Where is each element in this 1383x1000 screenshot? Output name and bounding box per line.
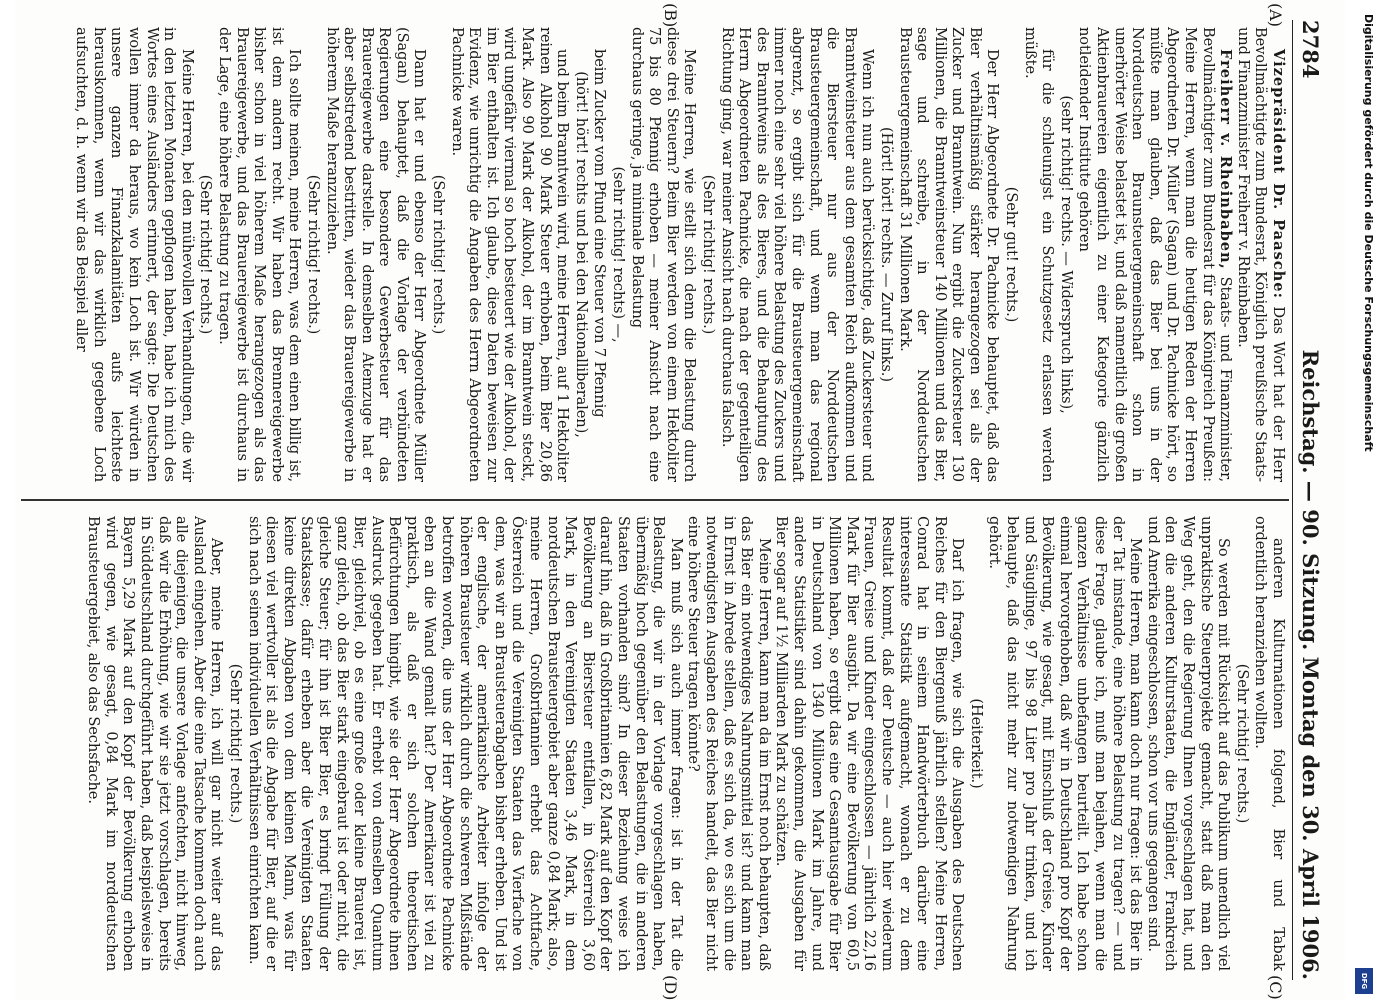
interjection: (Sehr richtig! rechts.)	[1233, 663, 1251, 824]
speaker-name: Freiherr v. Rheinbaben,	[1217, 49, 1235, 270]
newspaper-page	[15, 0, 1345, 1000]
paragraph: Wenn ich nun auch berücksichtige, daß Zuckersteuer und Branntweinsteuer aus dem gesamten Reich aufkommen und die Biersteuer nur aus der Norddeutschen Brausteuergemeinschaft, und wenn man das regional abgrenzt, so ergibt sich für die Brausteuergemeinschaft immer noch eine sehr viel höhere Belastung des Zuckers und des Branntweins als des Bieres, und die Behauptung des Herrn Abgeordneten Pachnicke, die nach der gegenteiligen Richtung ging, war meiner Ansicht nach durchaus falsch.	[718, 27, 877, 482]
paragraph: anderen Kulturnationen folgend, Bier und Tabak ordentlich heranziehen wollten.	[1252, 516, 1287, 971]
margin-marker-a: (A)	[1266, 3, 1285, 28]
interjection: (Sehr richtig! rechts.)	[226, 663, 244, 824]
paragraph: Meine Herren, kann man da im Ernst noch behaupten, daß das Bier ein notwendiges Nahrungsmittel ist? und kann man in Ernst in Abrede stellen, daß es sich da, wo es sich um die notwendigsten Ausgaben des Reiches handelt, das Bier nicht eine höhere Steuer tragen könnte?	[685, 516, 773, 971]
interjection: (Sehr richtig! rechts.)	[197, 174, 215, 335]
paragraph: Meine Herren, wie stellt sich denn die Belastung durch diese drei Steuern? Beim Bier werden von einem Hektoliter 75 bis 80 Pfennig erhoben — meiner Ansicht nach eine durchaus geringe, ja minimale Belastung	[628, 27, 699, 482]
dfg-logo	[1355, 968, 1373, 994]
paragraph: beim Zucker vom Pfund eine Steuer von 7 Pfennig	[591, 49, 609, 418]
speech-paragraph	[1076, 27, 1234, 482]
text-column-right	[21, 516, 1287, 971]
interjection: (Hört! hört! rechts. — Zuruf links.)	[877, 127, 895, 382]
page-header	[1292, 20, 1327, 980]
margin-marker-b: (B)	[661, 3, 680, 28]
interjection: (Sehr richtig! rechts.)	[700, 174, 717, 335]
interjection: (Sehr richtig! rechts.)	[430, 174, 448, 335]
interjection: (Heiterkeit.)	[967, 698, 985, 789]
margin-marker-d: (D)	[661, 975, 680, 1000]
dfg-logo-text: DFG	[1360, 972, 1368, 990]
paragraph: Darf ich fragen, wie sich die Ausgaben des Deutschen Reiches für den Biergenuß jährlich stellen? Meine Herren, Conrad hat in seinem Handwörterbuch darüber eine interessante Statistik aufgemacht, wonach er zu dem Resultat kommt, daß der Deutsche — auch hier wiederum Frauen, Greise und Kinder eingeschlossen — jährlich 22,16 Mark für Bier ausgibt. Da wir eine Bevölkerung von 60,5 Millionen haben, so ergibt das eine Gesamtausgabe für Bier in Deutschland von 1340 Millionen Mark im Jahre, und andere Statistiker sind dahin gekommen, die Ausgaben für Bier sogar auf 1½ Milliarden Mark zu schätzen.	[773, 516, 967, 971]
paragraph: für die schleunigst ein Schutzgesetz erlassen werden müßte.	[1021, 27, 1057, 482]
paragraph: und beim Branntwein wird, meine Herren, auf 1 Hektoliter reinen Alkohol 90 Mark Steuer erhoben, beim Bier 20,86 Mark. Also 90 Mark der Alkohol, der im Branntwein steckt, wird ungefähr viermal so hoch besteuert wie der Alkohol, der im Bier enthalten ist. Ich glaube, diese Daten beweisen zur Evidenz, wie unrichtig die Angaben des Herrn Abgeordneten Pachnicke waren.	[448, 27, 572, 482]
paragraph: Ich sollte meinen, meine Herren, was dem einen billig ist, ist dem andern recht. Wir haben das Brennereigewerbe bisher schon in viel höherem Maße herangezogen als das Brauereigewerbe, und das Brauereigewerbe ist durchaus in der Lage, eine höhere Belastung zu tragen.	[215, 27, 304, 482]
paragraph: Man muß sich auch immer fragen: ist in der Tat die Belastung, die wir in der Vorlage vorgeschlagen haben, übermäßig hoch gegenüber den Belastungen, die in anderen Staaten vorhanden sind? In dieser Beziehung weise ich darauf hin, daß in Großbritannien 6,82 Mark auf den Kopf der Bevölkerung an Biersteuer entfallen, in Österreich 3,60 Mark, in den Vereinigten Staaten 3,46 Mark, in dem norddeutschen Brausteuergebiet aber ganze 0,84 Mark; also, meine Herren, Großbritannien erhebt das Achtfache, Österreich und die Vereinigten Staaten das Vierfache von dem, was wir an Brausteuerabgaben bisher erheben. Und ist der englische, der amerikanische Arbeiter infolge der höheren Brausteuer wirklich durch die schweren Mißstände betroffen worden, die uns der Herr Abgeordnete Pachnicke eben an die Wand gemalt hat? Der Amerikaner ist viel zu praktisch, als daß er sich solchen theoretischen Befürchtungen hingibt, wie sie der Herr Abgeordnete ihnen Ausdruck gegeben hat. Er erhebt von demselben Quantum Bier, gleichviel, ob es eine große oder kleine Brauerei ist, ganz gleich, ob das Bier stark eingebraut ist oder nicht, die gleiche Steuer; für ihn ist Bier Bier, es bringt Füllung der Staatskasse; dafür erheben aber die Vereinigten Staaten keine direkten Abgaben von dem kleinen Mann, was für diesen viel wertvoller ist als die Abgabe für Bier, auf die er sich nach seinen individuellen Verhältnissen einrichten kann.	[245, 516, 685, 971]
page-date: Montag den 30. April 1906.	[1298, 656, 1323, 980]
interjection: (Sehr richtig! rechts.)	[304, 174, 322, 335]
paragraph: Meine Herren, man kann doch nur fragen: ist das Bier in der Tat imstande, eine höhere Belastung zu tragen? — und diese Frage, glaube ich, muß man bejahen, wenn man die ganzen Verhältnisse unbefangen beurteilt. Ich habe schon einmal hervorgehoben, daß wir in Deutschland pro Kopf der Bevölkerung, wie gesagt, mit Einschluß der Greise, Kinder und Säuglinge, 97 bis 98 Liter pro Jahr trinken, und ich behaupte, daß das nicht mehr zur notwendigen Nahrung gehört.	[986, 516, 1145, 971]
interjection: (sehr richtig! rechts. — Widerspruch links),	[1057, 95, 1075, 414]
margin-marker-c: (C)	[1266, 975, 1285, 1000]
page-number: 2784	[1298, 20, 1323, 79]
interjection: (hört! hört! rechts und bei den Nationalliberalen),	[572, 71, 590, 438]
paragraph: Dann hat er und ebenso der Herr Abgeordnete Müller (Sagan) behauptet, daß die Vorlage der verbündeten Regierungen eine besondere Gewerbesteuer für das Brauereigewerbe darstelle. In demselben Atemzuge hat er aber selbstredend bestritten, wieder das Brauereigewerbe in höherem Maße heranzuziehen.	[323, 27, 429, 482]
interjection: (Sehr gut! rechts.)	[1003, 186, 1021, 323]
paragraph: Der Herr Abgeordnete Dr. Pachnicke behauptet, daß das Bier verhältnismäßig stärker herangezogen sei als der Zucker und Branntwein. Nun ergibt die Zuckersteuer 130 Millionen, die Branntweinsteuer 140 Millionen und das Bier, sage und schreibe, in der Norddeutschen Brausteuergemeinschaft 31 Millionen Mark.	[896, 27, 1002, 482]
page-title: Reichstag. — 90. Sitzung.	[1298, 349, 1323, 651]
interjection: (sehr richtig! rechts) —,	[610, 166, 628, 343]
digitization-note	[1353, 6, 1375, 966]
paragraph: Meine Herren, bei den mühevollen Verhandlungen, die wir in den letzten Monaten gepflogen haben, habe ich mich des Wortes eines Ausländers erinnert, der sagte: Die Deutschen wollen immer da heraus, wo kein Loch ist. Wir würden in unsere ganzen Finanzkalamitäten aufs leichteste herauskommen, wenn wir das wirklich gegebene Loch aufsuchten, d. h. wenn wir das Beispiel aller	[73, 27, 196, 482]
speaker-name: Vizepräsident Dr. Paasche:	[1270, 49, 1287, 299]
speech-paragraph	[1234, 27, 1287, 482]
speech-text: Das Wort hat der Herr Bevollmächtigte zum Bundesrat, Königlich preußische Staats- und Finanzminister Freiherr v. Rheinbaben.	[1234, 27, 1287, 482]
paragraph: Aber, meine Herren, ich will gar nicht weiter auf das Ausland eingehen. Aber die eine Tatsache kommen doch auch alle diejenigen, die unsere Vorlage anfechten, nicht hinweg, daß wir die Erhöhung, wie wir sie jetzt vorschlagen, bereits in Süddeutschland durchgeführt haben, daß beispielsweise in Bayern 5,29 Mark auf den Kopf der Bevölkerung erhoben wird gegen, wie gesagt, 0,84 Mark im norddeutschen Brausteuergebiet, also das Sechsfache.	[85, 516, 226, 971]
column-divider	[21, 499, 1289, 501]
text-column-left	[21, 27, 1287, 482]
speech-text: Staats- und Finanzminister, Bevollmächtigter zum Bundesrat für das Königreich Preußen: Meine Herren, wenn man die heutigen Reden der Herren Abgeordneten Dr. Müller (Sagan) und Dr. Pachnicke hört, so müßte man glauben, daß das Bier bei uns in der Norddeutschen Braunsteuergemeinschaft schon in unerhörter Weise belastet ist, und daß namentlich die großen Aktienbrauereien eigentlich zu einer Kategorie gänzlich notleidender Institute gehören	[1076, 27, 1235, 482]
digitization-note-text: Digitalisierung gefördert durch die Deutsche Forschungsgemeinschaft	[1362, 14, 1375, 452]
paragraph: So werden mit Rücksicht auf das Publikum unendlich viel unpraktische Steuerprojekte gemacht, statt daß man den Weg geht, den die Regierung Ihnen vorgeschlagen hat, und den die anderen Kulturstaaten, die Engländer, Frankreich und Amerika eingeschlossen, schon vor uns gegangen sind.	[1144, 516, 1233, 971]
